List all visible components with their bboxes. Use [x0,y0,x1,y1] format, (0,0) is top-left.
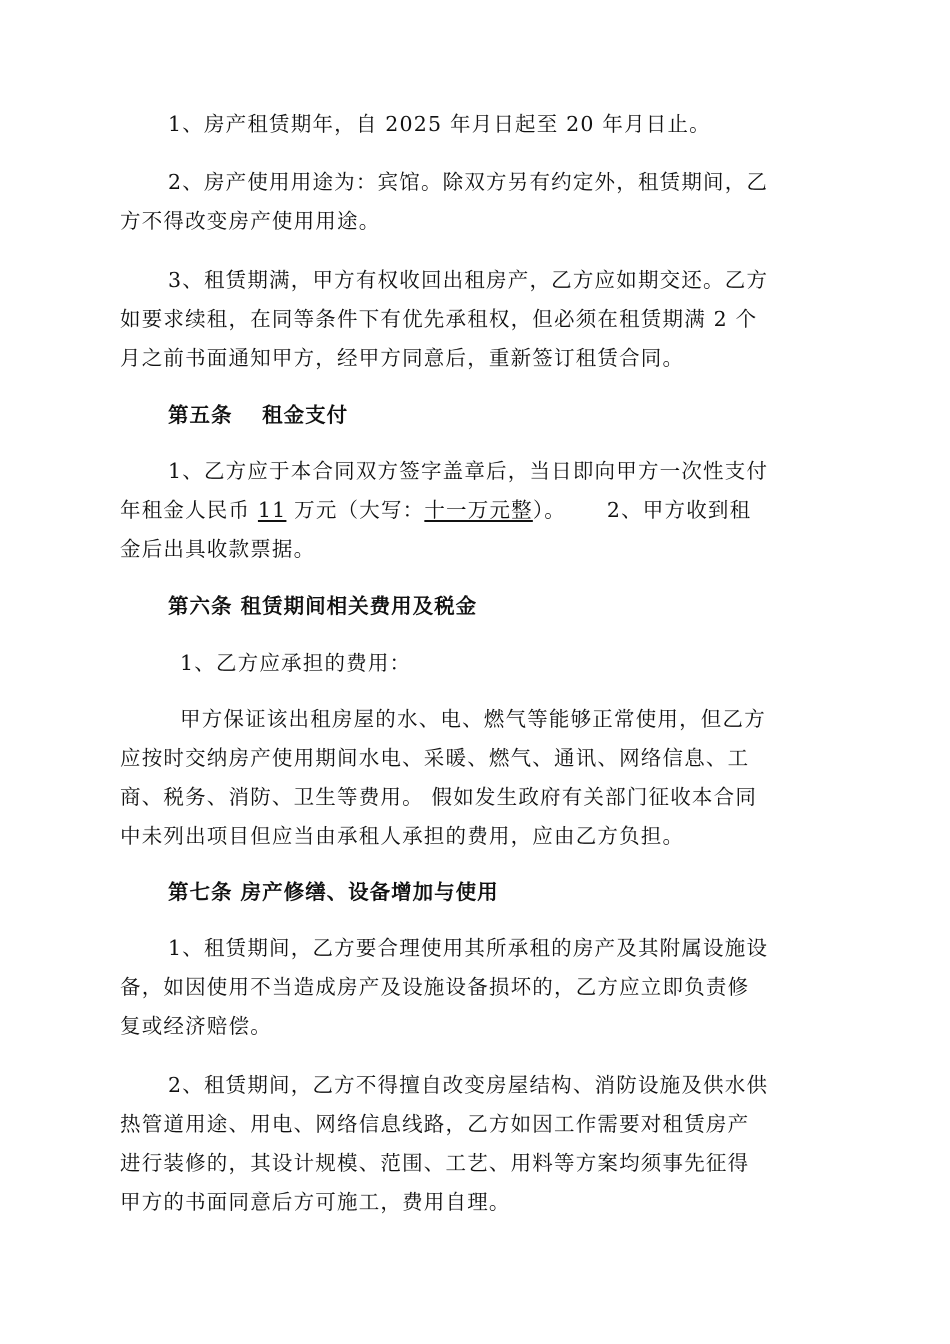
alteration-line-1: 2、租赁期间，乙方不得擅自改变房屋结构、消防设施及供水供 [168,1073,769,1097]
fees-line-4: 中未列出项目但应当由承租人承担的费用，应由乙方负担。 [120,824,685,848]
article-5-heading: 第五条 租金支付 [168,403,349,427]
payment-line-2 [120,497,840,523]
repair-line-1: 1、租赁期间，乙方要合理使用其所承租的房产及其附属设施设 [168,936,769,960]
rent-amount: 11 [257,498,287,522]
payment-text-a: 年租金人民币 [120,498,258,522]
fees-line-3: 商、税务、消防、卫生等费用。 假如发生政府有关部门征收本合同 [120,785,758,809]
alteration-line-3: 进行装修的，其设计规模、范围、工艺、用料等方案均须事先征得 [120,1151,750,1175]
usage-line-1: 2、房产使用用途为：宾馆。除双方另有约定外，租赁期间，乙 [168,170,769,194]
payment-line-1: 1、乙方应于本合同双方签字盖章后，当日即向甲方一次性支付 [168,459,769,483]
fees-line-1: 甲方保证该出租房屋的水、电、燃气等能够正常使用，但乙方 [180,707,766,731]
repair-line-2: 备，如因使用不当造成房产及设施设备损坏的，乙方应立即负责修 [120,975,750,999]
payment-text-e: ）。 2、甲方收到租 [532,498,752,522]
renewal-line-3: 月之前书面通知甲方，经甲方同意后，重新签订租赁合同。 [120,346,685,370]
repair-line-3: 复或经济赔偿。 [120,1014,272,1038]
article-7-heading: 第七条 房产修缮、设备增加与使用 [168,880,499,904]
renewal-line-1: 3、租赁期满，甲方有权收回出租房产，乙方应如期交还。乙方 [168,268,769,292]
usage-line-2: 方不得改变房产使用用途。 [120,209,381,233]
fees-line-2: 应按时交纳房产使用期间水电、采暖、燃气、通讯、网络信息、工 [120,746,750,770]
article-6-heading: 第六条 租赁期间相关费用及税金 [168,594,478,618]
payment-line-3: 金后出具收款票据。 [120,537,316,561]
rent-amount-words: 十一万元整 [424,498,533,522]
renewal-line-2: 如要求续租，在同等条件下有优先承租权，但必须在租赁期满 2 个 [120,307,758,331]
fees-subheading: 1、乙方应承担的费用： [180,651,412,675]
alteration-line-2: 热管道用途、用电、网络信息线路，乙方如因工作需要对租赁房产 [120,1112,750,1136]
payment-text-c: 万元（大写： [286,498,425,522]
alteration-line-4: 甲方的书面同意后方可施工，费用自理。 [120,1190,511,1214]
lease-term-line: 1、房产租赁期年，自 2025 年月日起至 20 年月日止。 [168,112,711,136]
